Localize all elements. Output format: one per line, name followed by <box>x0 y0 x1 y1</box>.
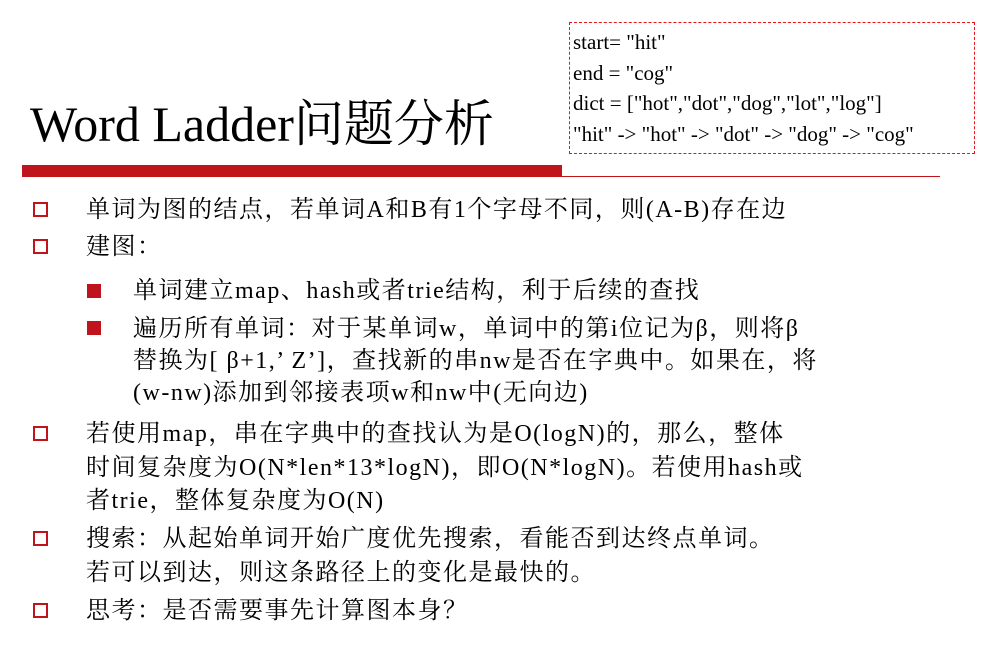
sub-bullet-2-line-1: 遍历所有单词：对于某单词w，单词中的第i位记为β，则将β <box>133 316 800 342</box>
bullet-box-icon <box>33 202 48 217</box>
example-dict: dict = ["hot","dot","dog","lot","log"] <box>573 91 882 115</box>
bullet-3-line-2: 时间复杂度为O(N*len*13*logN)，即O(N*logN)。若使用hash或 <box>86 455 804 481</box>
bullet-box-icon <box>33 426 48 441</box>
example-end: end = "cog" <box>573 60 674 85</box>
sub-bullet-square-icon <box>87 284 101 298</box>
bullet-3-line-1: 若使用map，串在字典中的查找认为是O(logN)的，那么，整体 <box>86 421 785 447</box>
bullet-box-icon <box>33 531 48 546</box>
bullet-3-line-3: 者trie，整体复杂度为O(N) <box>86 488 385 514</box>
example-path: "hit" -> "hot" -> "dot" -> "dog" -> "cog" <box>573 121 914 146</box>
example-box <box>569 22 975 154</box>
bullet-1-text: 单词为图的结点，若单词A和B有1个字母不同，则(A-B)存在边 <box>86 197 788 223</box>
sub-bullet-2-line-3: (w-nw)添加到邻接表项w和nw中(无向边) <box>133 380 589 406</box>
bullet-2-text: 建图： <box>86 234 163 260</box>
sub-bullet-2-line-2: 替换为[ β+1,’ Z’]，查找新的串nw是否在字典中。如果在，将 <box>133 348 818 374</box>
slide-title: Word Ladder问题分析 <box>30 96 494 152</box>
bullet-5-text: 思考：是否需要事先计算图本身？ <box>86 598 469 624</box>
bullet-box-icon <box>33 239 48 254</box>
title-underline-rule <box>22 176 940 177</box>
sub-bullet-square-icon <box>87 321 101 335</box>
bullet-4-line-1: 搜索：从起始单词开始广度优先搜索，看能否到达终点单词。 <box>86 526 775 552</box>
sub-bullet-1-text: 单词建立map、hash或者trie结构，利于后续的查找 <box>133 278 701 304</box>
example-start: start= "hit" <box>573 30 666 54</box>
bullet-box-icon <box>33 603 48 618</box>
bullet-4-line-2: 若可以到达，则这条路径上的变化是最快的。 <box>86 560 596 586</box>
